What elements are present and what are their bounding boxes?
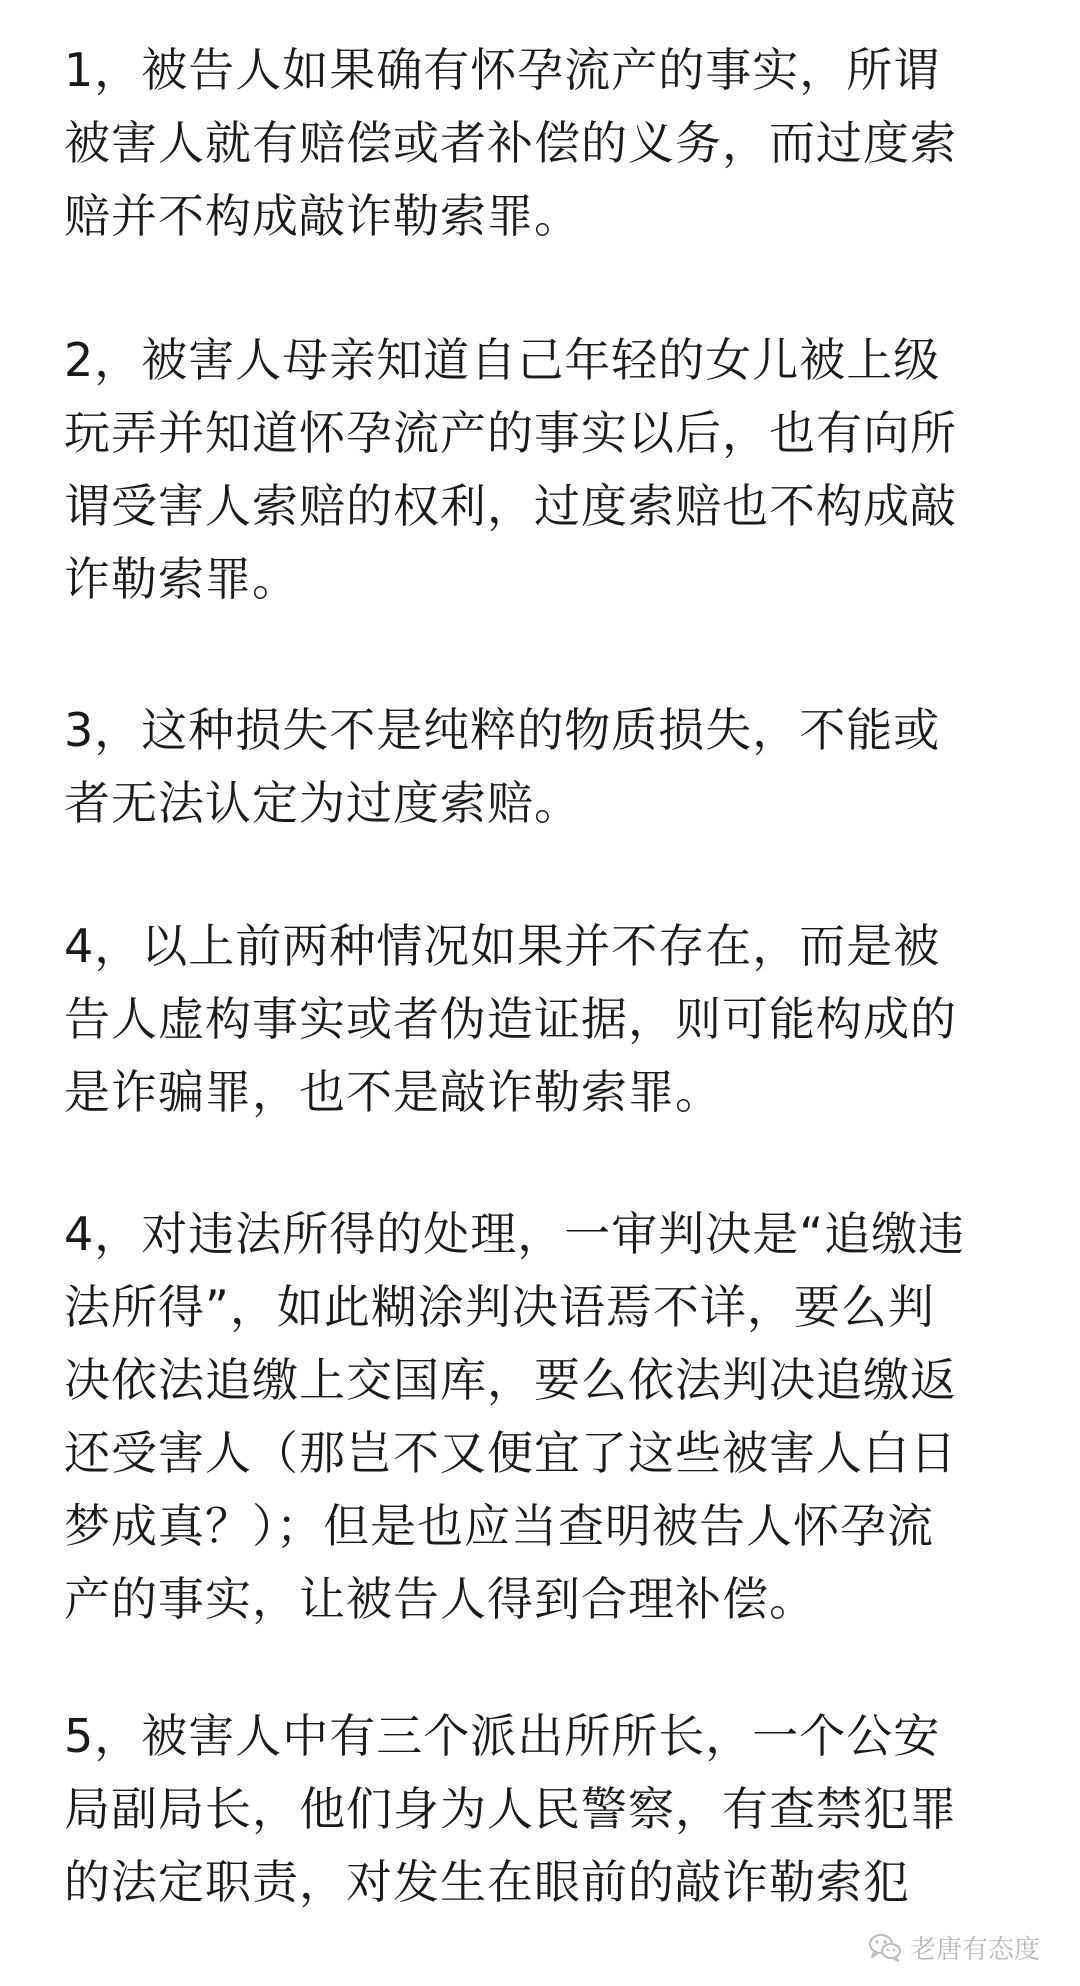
text-line: 法所得”，如此糊涂判决语焉不详，要么判: [64, 1280, 935, 1334]
watermark: [868, 1925, 1040, 1969]
text-line: 梦成真？）；但是也应当查明被告人怀孕流: [64, 1499, 934, 1553]
text-line: 告人虚构事实或者伪造证据，则可能构成的: [64, 992, 957, 1046]
wechat-icon: [868, 1932, 902, 1962]
text-line: 玩弄并知道怀孕流产的事实以后，也有向所: [64, 406, 957, 460]
text-line: 被害人就有赔偿或者补偿的义务，而过度索: [64, 116, 957, 170]
text-line: 赔并不构成敲诈勒索罪。: [64, 189, 581, 243]
text-line: 决依法追缴上交国库，要么依法判决追缴返: [64, 1353, 957, 1407]
paragraph-3: [64, 694, 1024, 840]
text-line: 局副局长，他们身为人民警察，有查禁犯罪: [64, 1782, 957, 1836]
text-line: 产的事实，让被告人得到合理补偿。: [64, 1572, 816, 1626]
text-line: 诈勒索罪。: [64, 552, 299, 606]
paragraph-4: [64, 910, 1024, 1129]
text-line: 是诈骗罪，也不是敲诈勒索罪。: [64, 1065, 722, 1119]
paragraph-6: [64, 1700, 1024, 1919]
paragraph-5: [64, 1198, 1024, 1636]
paragraph-2: [64, 324, 1024, 616]
text-line: 1，被告人如果确有怀孕流产的事实，所谓: [64, 43, 941, 97]
paragraph-1: [64, 34, 1024, 253]
text-line: 2，被害人母亲知道自己年轻的女儿被上级: [64, 333, 941, 387]
watermark-text: 老唐有态度: [909, 1934, 1040, 1965]
text-line: 还受害人（那岂不又便宜了这些被害人白日: [64, 1426, 957, 1480]
text-line: 者无法认定为过度索赔。: [64, 776, 581, 830]
text-line: 3，这种损失不是纯粹的物质损失，不能或: [64, 703, 941, 757]
text-line: 4，以上前两种情况如果并不存在，而是被: [64, 919, 941, 973]
text-line: 5，被害人中有三个派出所所长，一个公安: [64, 1709, 941, 1763]
text-line: 谓受害人索赔的权利，过度索赔也不构成敲: [64, 479, 957, 533]
text-line: 的法定职责，对发生在眼前的敲诈勒索犯: [64, 1855, 910, 1909]
text-line: 4，对违法所得的处理，一审判决是“追缴违: [64, 1207, 966, 1261]
